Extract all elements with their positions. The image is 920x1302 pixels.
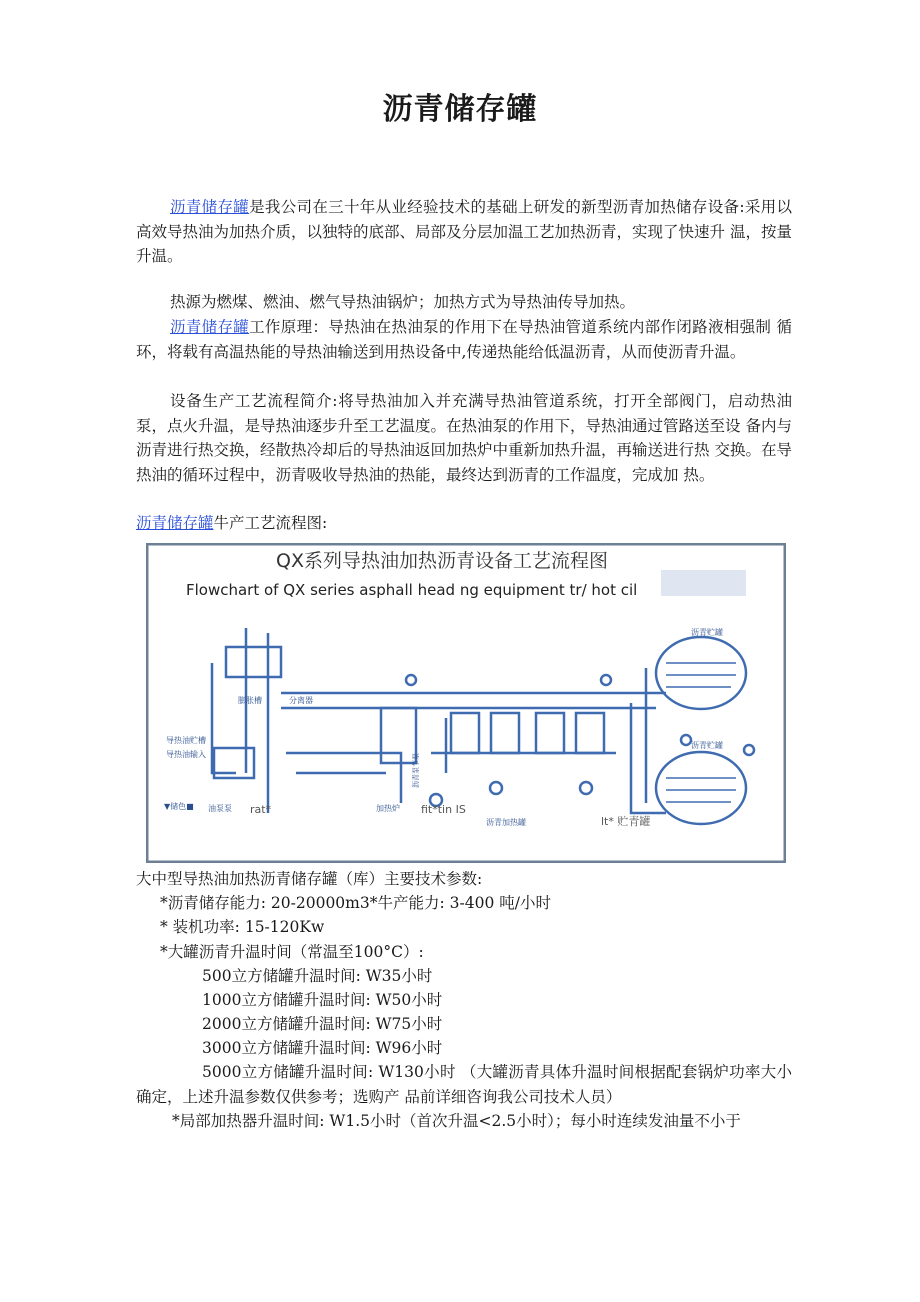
fit-label: fit*tin IS	[421, 803, 466, 816]
figure-title-en: Flowchart of QX series asphall head ng equipment tr/ hot cil	[186, 581, 638, 599]
vertical-label: 沥青泵节泵	[412, 753, 420, 788]
heating-time-item: 2000立方储罐升温时间: W75小时	[202, 1015, 443, 1033]
heater-label: 沥青加热罐	[486, 818, 526, 827]
tank-bottom-label: 沥青贮罐	[691, 741, 723, 750]
principle-text: 工作原理：导热油在热油泵的作用下在导热油管道系统内部作闭路液相强制 循环，将载有高温热能的导热油输送到用热设备中,传递热能给低温沥青，从而使沥青升温。	[136, 318, 792, 361]
process-flowchart	[146, 543, 786, 863]
heating-time-item: 500立方储罐升温时间: W35小时	[202, 967, 433, 985]
product-link[interactable]: 沥青储存罐	[170, 318, 250, 336]
param-line: * 装机功率: 15-120Kw	[160, 918, 325, 936]
page-title: 沥青储存罐	[382, 92, 538, 127]
lt-label: lt* 贮青罐	[601, 815, 651, 828]
oil-out-label: 导热油输入	[166, 750, 206, 759]
local-heater-line: *局部加热器升温时间: W1.5小时（首次升温<2.5小时）；每小时连续发油量不小于	[172, 1112, 741, 1130]
product-link[interactable]: 沥青储存罐	[136, 514, 214, 532]
tank-top-label: 沥青贮罐	[691, 628, 723, 637]
heating-time-item: 3000立方储罐升温时间: W96小时	[202, 1039, 443, 1057]
blurred-text-icon	[661, 570, 746, 596]
principle-paragraph	[136, 315, 792, 364]
intro-paragraph	[136, 195, 792, 269]
product-link[interactable]: 沥青储存罐	[170, 198, 250, 216]
pump-label: 油泵泵	[208, 804, 232, 813]
intro-text: 是我公司在三十年从业经验技术的基础上研发的新型沥青加热储存设备:采用以高效导热油为加热介质，以独特的底部、局部及分层加温工艺加热沥青，实现了快速升 温，按量升温。	[136, 198, 792, 265]
heat-source-paragraph: 热源为燃煤、燃油、燃气导热油锅炉；加热方式为导热油传导加热。	[170, 293, 636, 311]
params-heading: 大中型导热油加热沥青储存罐（库）主要技术参数:	[136, 870, 483, 888]
param-line: *沥青储存能力: 20-20000m3*牛产能力: 3-400 吨/小时	[160, 894, 551, 912]
tank-oil-label: ▼储色■	[164, 802, 194, 811]
flow-caption-text: 牛产工艺流程图:	[213, 514, 328, 532]
furnace-label: 加热炉	[376, 804, 400, 813]
heating-time-item: 1000立方储罐升温时间: W50小时	[202, 991, 443, 1009]
separator-label: 分离器	[289, 696, 313, 705]
param-line: *大罐沥青升温时间（常温至100°C）:	[160, 943, 424, 961]
oil-in-label: 导热油贮槽	[166, 736, 206, 745]
expansion-label: 膨胀槽	[238, 696, 262, 705]
flow-caption	[136, 511, 327, 536]
process-paragraph: 设备生产工艺流程简介:将导热油加入并充满导热油管道系统，打开全部阀门，启动热油泵，点火升温，是导热油逐步升至工艺温度。在热油泵的作用下，导热油通过管路送至设 备内与沥青进行热交换，经散热冷却后的导热油返回加热炉中重新加热升温，再输送进行热 交换。在导热油的循环过程中，沥青吸收导热油的热能，最终达到沥青的工作温度，完成加 热。	[136, 392, 792, 484]
rat-label: rat*	[250, 803, 272, 816]
note-paragraph: 5000立方储罐升温时间: W130小时 （大罐沥青具体升温时间根据配套锅炉功率大小确定，上述升温参数仅供参考；选购产 品前详细咨询我公司技术人员）	[136, 1063, 792, 1106]
figure-title-cn: QX系列导热油加热沥青设备工艺流程图	[276, 550, 608, 572]
